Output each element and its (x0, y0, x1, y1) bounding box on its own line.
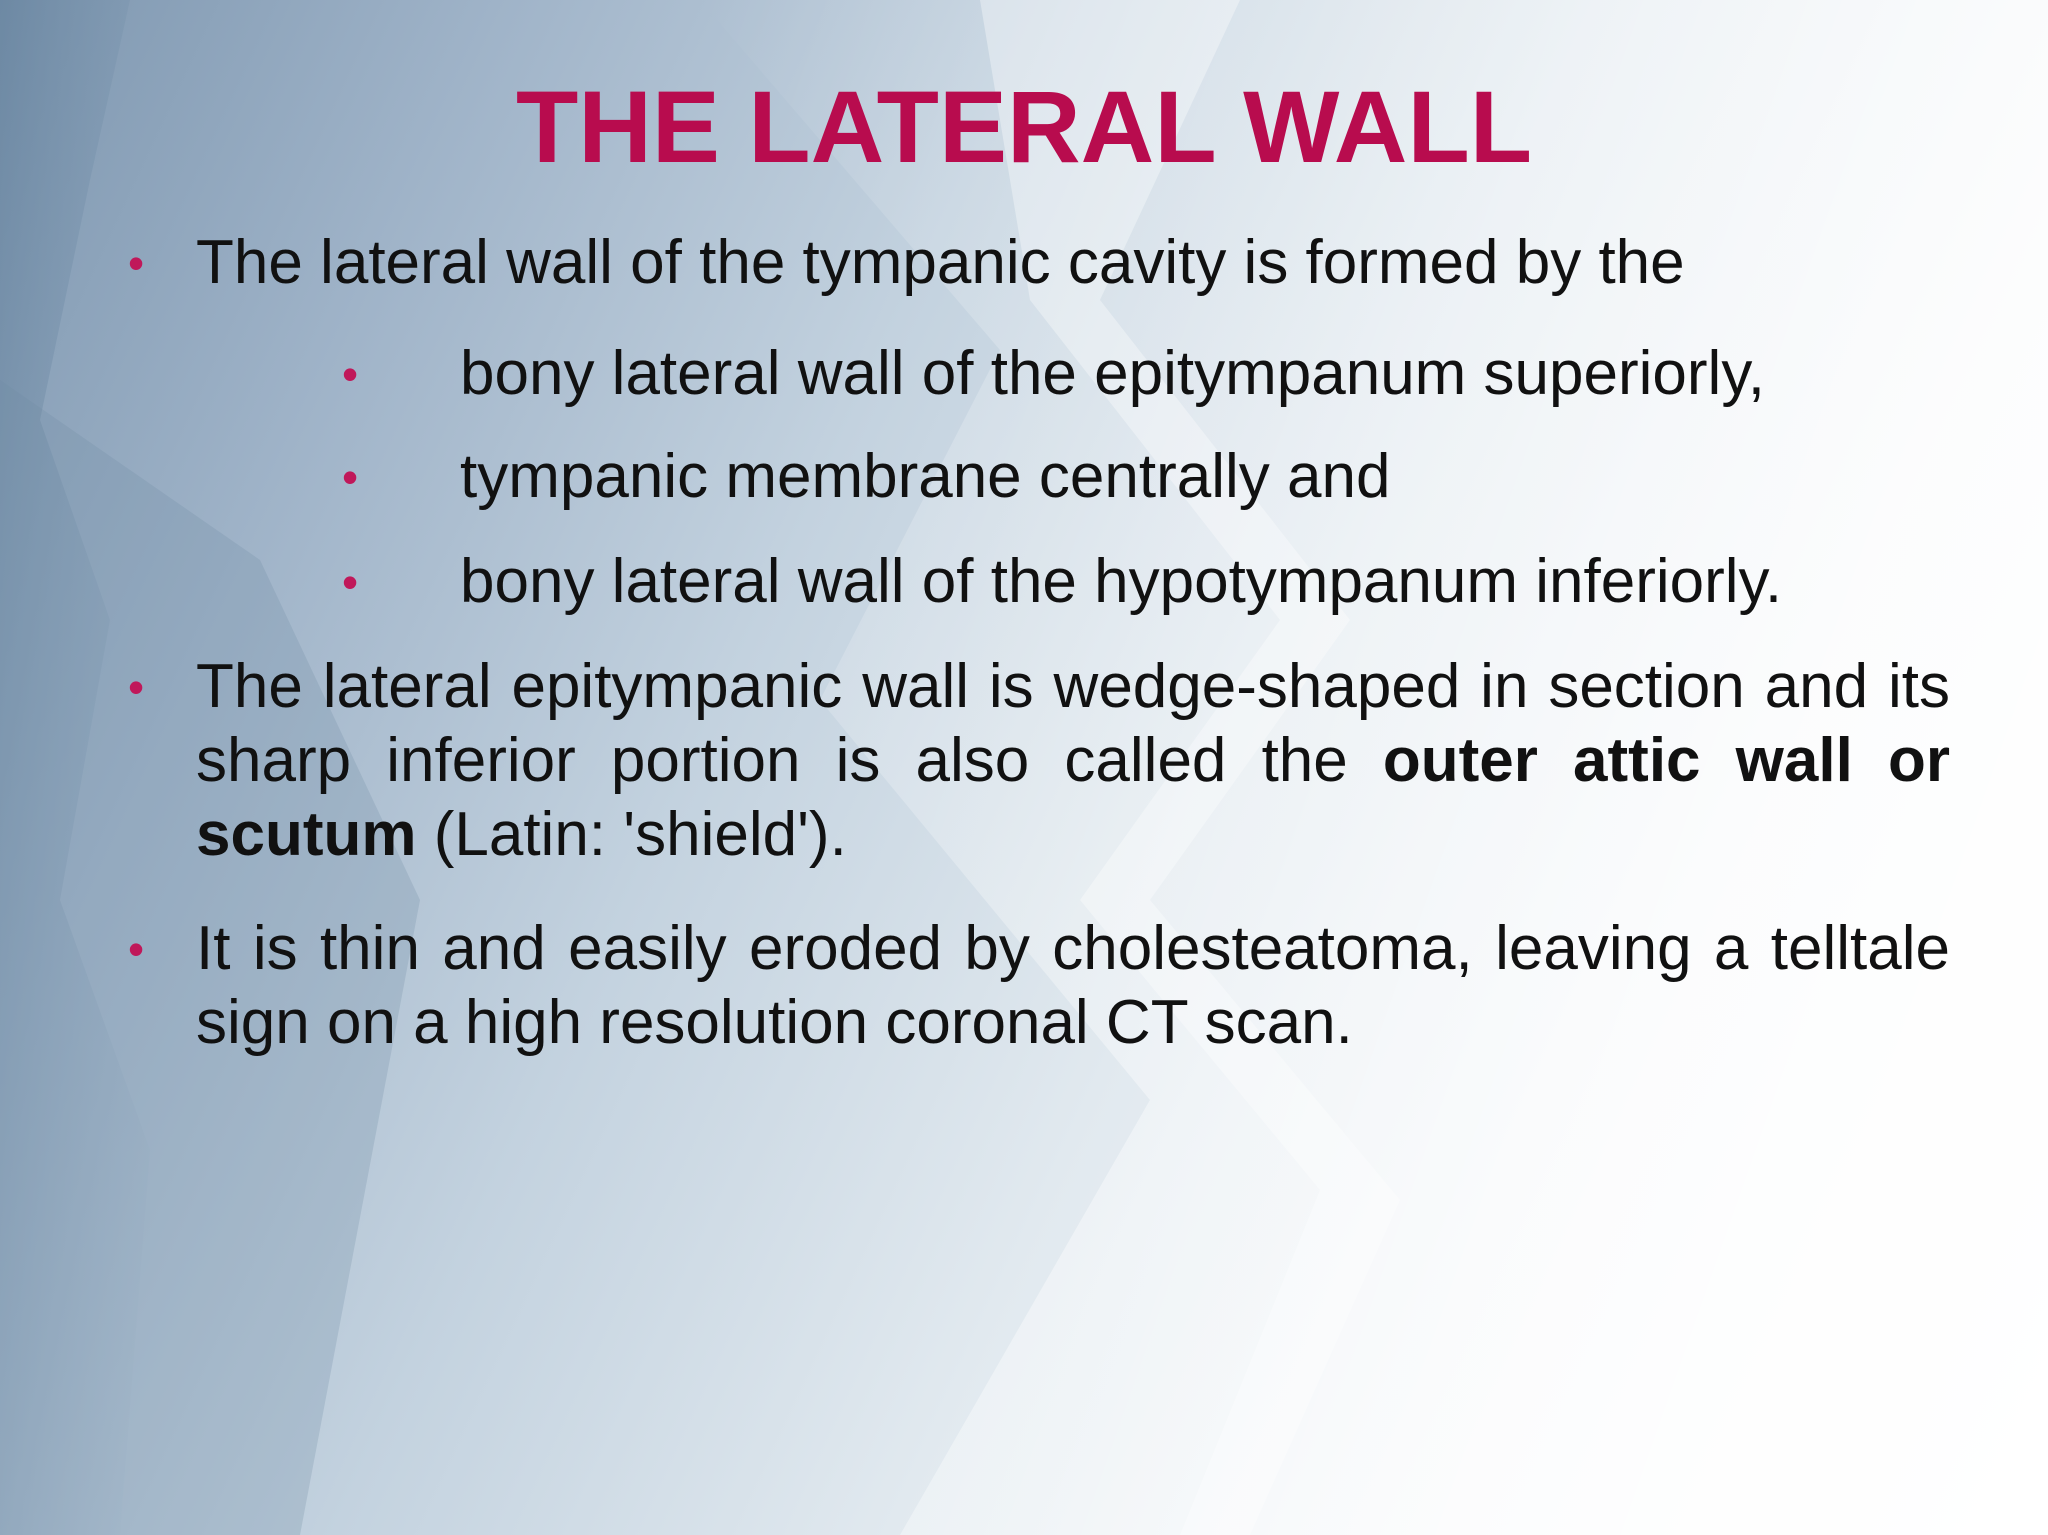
subbullet-dot: • (342, 451, 359, 503)
bullet-cholesteatoma: It is thin and easily eroded by cholesteatoma, leaving a telltale sign on a high resolution coronal CT scan. (196, 914, 1950, 1057)
subbullet-dot: • (342, 556, 359, 608)
subbullet-dot: • (342, 348, 359, 400)
bullet-tympanic-cavity-wall: The lateral wall of the tympanic cavity is formed by the (196, 228, 1685, 297)
bullet-dot: • (128, 237, 145, 289)
bullet-epitympanic-wall (196, 650, 1950, 872)
subbullet-hypotympanum: bony lateral wall of the hypotympanum inferiorly. (460, 547, 1783, 616)
subbullet-tympanic-membrane: tympanic membrane centrally and (460, 442, 1391, 511)
slide-title: THE LATERAL WALL (515, 70, 1533, 184)
bullet-dot: • (128, 661, 145, 713)
scutum-term: outer attic wall or scutum (196, 726, 1950, 869)
scutum-latin-note: (Latin: 'shield'). (416, 800, 847, 869)
subbullet-epitympanum: bony lateral wall of the epitympanum superiorly, (460, 339, 1765, 408)
bullet-dot: • (128, 923, 145, 975)
bullet-epitympanic-text: The lateral epitympanic wall is wedge-shaped in section and its sharp inferior portion is also called the (196, 652, 1950, 795)
